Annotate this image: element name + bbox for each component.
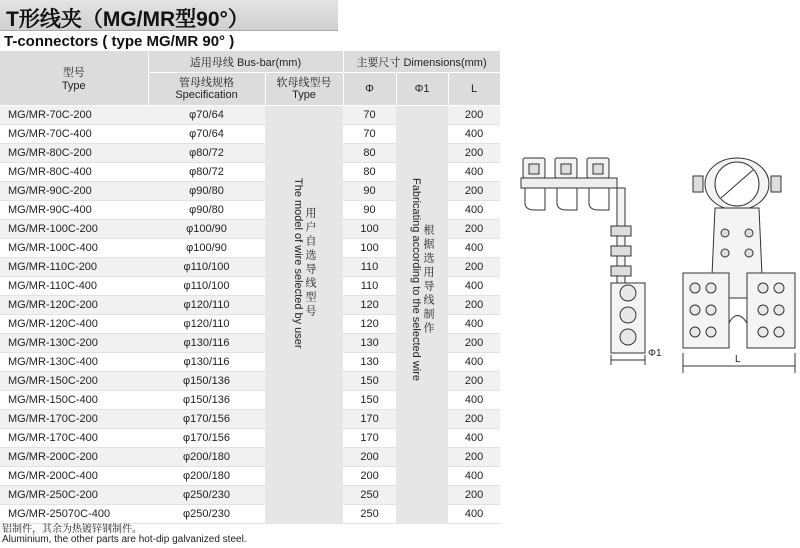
phi-cell: 170 — [343, 410, 396, 429]
footnote-zh: 铝制件，其余为热镀锌钢制件。 — [2, 524, 142, 535]
l-cell: 400 — [448, 315, 500, 334]
l-cell: 400 — [448, 277, 500, 296]
l-cell: 200 — [448, 144, 500, 163]
model-cell: MG/MR-130C-200 — [0, 334, 148, 353]
spec-cell: φ130/116 — [148, 353, 265, 372]
spec-cell: φ120/110 — [148, 315, 265, 334]
model-cell: MG/MR-170C-400 — [0, 429, 148, 448]
phi-cell: 70 — [343, 106, 396, 125]
front-view — [683, 158, 795, 373]
l-cell: 200 — [448, 486, 500, 505]
spec-cell: φ130/116 — [148, 334, 265, 353]
model-cell: MG/MR-250C-200 — [0, 486, 148, 505]
spec-cell: φ100/90 — [148, 220, 265, 239]
spec-cell: φ150/136 — [148, 391, 265, 410]
spec-cell: φ110/100 — [148, 258, 265, 277]
phi-cell: 120 — [343, 315, 396, 334]
phi-cell: 150 — [343, 372, 396, 391]
spec-cell: φ250/230 — [148, 505, 265, 524]
spec-cell: φ200/180 — [148, 448, 265, 467]
header-phi: Φ — [343, 73, 396, 106]
phi-cell: 200 — [343, 467, 396, 486]
header-l: L — [448, 73, 500, 106]
side-view — [521, 158, 645, 365]
spec-cell: φ150/136 — [148, 372, 265, 391]
model-cell: MG/MR-200C-200 — [0, 448, 148, 467]
table-body — [0, 106, 500, 524]
model-cell: MG/MR-130C-400 — [0, 353, 148, 372]
spec-cell: φ80/72 — [148, 144, 265, 163]
l-cell: 400 — [448, 353, 500, 372]
phi-cell: 100 — [343, 220, 396, 239]
l-cell: 400 — [448, 429, 500, 448]
header-model-zh: 型号 — [62, 67, 85, 79]
drawing-l-label: L — [735, 354, 741, 365]
l-cell: 200 — [448, 410, 500, 429]
soft-note-en: The model of wire selected by user — [292, 178, 304, 349]
header-busbar: 适用母线 Bus-bar(mm) — [148, 51, 343, 73]
l-cell: 400 — [448, 467, 500, 486]
model-cell: MG/MR-90C-200 — [0, 182, 148, 201]
l-cell: 400 — [448, 391, 500, 410]
l-cell: 200 — [448, 296, 500, 315]
soft-note-zh: 用户自选导线型号 — [304, 207, 316, 320]
model-cell: MG/MR-80C-200 — [0, 144, 148, 163]
model-cell: MG/MR-110C-400 — [0, 277, 148, 296]
phi-cell: 80 — [343, 163, 396, 182]
spec-table — [0, 51, 501, 524]
phi-cell: 80 — [343, 144, 396, 163]
header-spec — [148, 73, 265, 106]
header-model — [0, 51, 148, 106]
phi-cell: 150 — [343, 391, 396, 410]
spec-cell: φ110/100 — [148, 277, 265, 296]
header-model-en: Type — [61, 80, 86, 92]
model-cell: MG/MR-110C-200 — [0, 258, 148, 277]
l-cell: 400 — [448, 163, 500, 182]
l-cell: 400 — [448, 239, 500, 258]
l-cell: 400 — [448, 505, 500, 524]
model-cell: MG/MR-170C-200 — [0, 410, 148, 429]
title-bar — [0, 0, 338, 31]
l-cell: 200 — [448, 372, 500, 391]
model-cell: MG/MR-100C-200 — [0, 220, 148, 239]
phi-cell: 120 — [343, 296, 396, 315]
phi-cell: 170 — [343, 429, 396, 448]
l-cell: 200 — [448, 258, 500, 277]
spec-cell: φ200/180 — [148, 467, 265, 486]
phi-cell: 90 — [343, 201, 396, 220]
page-title: T形线夹（MG/MR型90°） — [6, 8, 249, 31]
header-dimensions: 主要尺寸 Dimensions(mm) — [343, 51, 500, 73]
l-cell: 200 — [448, 220, 500, 239]
l-cell: 200 — [448, 448, 500, 467]
spec-cell: φ90/80 — [148, 201, 265, 220]
spec-cell: φ70/64 — [148, 125, 265, 144]
model-cell: MG/MR-25070C-400 — [0, 505, 148, 524]
model-cell: MG/MR-150C-400 — [0, 391, 148, 410]
phi1-note-en: Fabricating according to the selected wire — [410, 178, 423, 381]
l-cell: 200 — [448, 334, 500, 353]
header-soft-zh: 软母线型号 — [276, 77, 332, 89]
phi1-note — [396, 106, 448, 524]
header-soft — [265, 73, 343, 106]
phi-cell: 90 — [343, 182, 396, 201]
header-spec-en: Specification — [175, 89, 238, 101]
header-soft-en: Type — [292, 89, 316, 101]
phi-cell: 250 — [343, 505, 396, 524]
phi-cell: 130 — [343, 334, 396, 353]
model-cell: MG/MR-120C-200 — [0, 296, 148, 315]
header-spec-zh: 管母线规格 — [179, 77, 234, 89]
l-cell: 400 — [448, 125, 500, 144]
model-cell: MG/MR-120C-400 — [0, 315, 148, 334]
l-cell: 200 — [448, 106, 500, 125]
spec-cell: φ170/156 — [148, 410, 265, 429]
table-row — [0, 106, 500, 125]
drawing-phi1-label: Φ1 — [648, 348, 662, 359]
spec-cell: φ80/72 — [148, 163, 265, 182]
model-cell: MG/MR-70C-200 — [0, 106, 148, 125]
phi-cell: 200 — [343, 448, 396, 467]
spec-cell: φ90/80 — [148, 182, 265, 201]
spec-cell: φ250/230 — [148, 486, 265, 505]
l-cell: 200 — [448, 182, 500, 201]
spec-cell: φ170/156 — [148, 429, 265, 448]
model-cell: MG/MR-100C-400 — [0, 239, 148, 258]
phi-cell: 70 — [343, 125, 396, 144]
connector-drawing — [515, 148, 800, 378]
model-cell: MG/MR-80C-400 — [0, 163, 148, 182]
l-cell: 400 — [448, 201, 500, 220]
model-cell: MG/MR-70C-400 — [0, 125, 148, 144]
spec-cell: φ70/64 — [148, 106, 265, 125]
phi-cell: 110 — [343, 277, 396, 296]
phi1-note-zh: 根据选用导线制作 — [422, 223, 435, 336]
spec-cell: φ100/90 — [148, 239, 265, 258]
model-cell: MG/MR-150C-200 — [0, 372, 148, 391]
phi-cell: 110 — [343, 258, 396, 277]
soft-busbar-note — [265, 106, 343, 524]
spec-cell: φ120/110 — [148, 296, 265, 315]
model-cell: MG/MR-90C-400 — [0, 201, 148, 220]
phi-cell: 100 — [343, 239, 396, 258]
phi-cell: 250 — [343, 486, 396, 505]
header-phi1: Φ1 — [396, 73, 448, 106]
model-cell: MG/MR-200C-400 — [0, 467, 148, 486]
footnote-en: Aluminium, the other parts are hot-dip galvanized steel. — [2, 534, 247, 545]
phi-cell: 130 — [343, 353, 396, 372]
page-subtitle: T-connectors ( type MG/MR 90° ) — [4, 33, 235, 50]
